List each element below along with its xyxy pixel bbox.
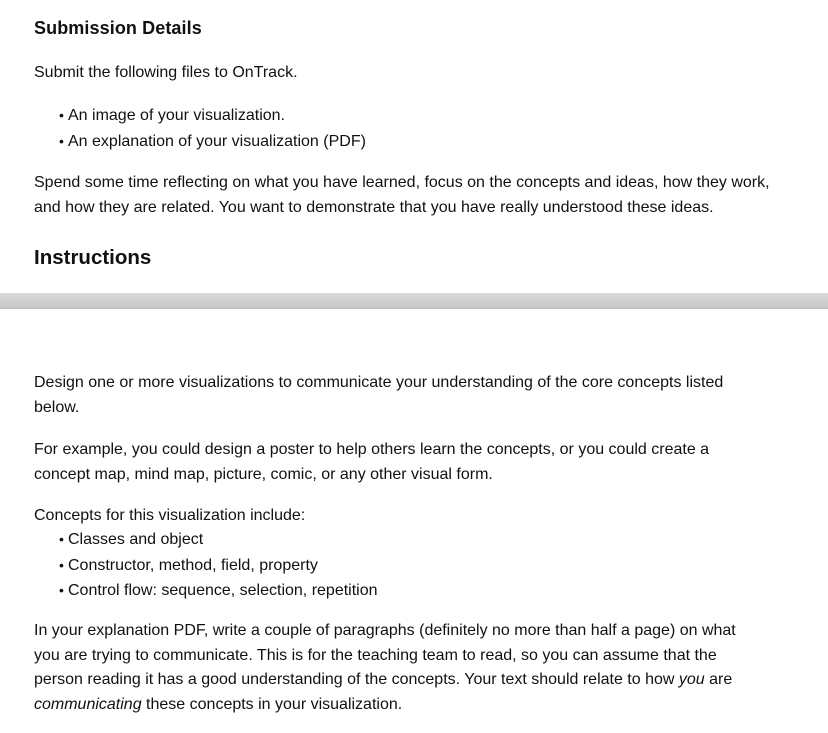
list-item: • Classes and object — [59, 527, 378, 553]
bullet-icon: • — [59, 556, 64, 573]
page-bottom — [0, 309, 828, 733]
submission-intro: Submit the following files to OnTrack. — [34, 64, 298, 81]
bullet-icon: • — [59, 107, 64, 123]
instructions-heading: Instructions — [34, 246, 152, 269]
list-item: • Control flow: sequence, selection, repetition — [59, 578, 378, 604]
reflection-paragraph: Spend some time reflecting on what you have learned, focus on the concepts and ideas, how they work, and how they are related. You want to demonstrate that you have really understood these ideas. — [34, 174, 770, 216]
bullet-icon: • — [59, 582, 64, 598]
page-break-divider — [0, 293, 828, 309]
submission-details-heading: Submission Details — [34, 18, 202, 38]
design-paragraph: Design one or more visualizations to communicate your understanding of the core concepts listed below. — [34, 374, 724, 416]
bullet-icon: • — [59, 531, 64, 547]
concept-list — [59, 527, 378, 604]
bullet-icon: • — [59, 132, 64, 149]
list-item: • An image of your visualization. — [59, 103, 366, 129]
page-top — [0, 0, 828, 293]
list-item: • An explanation of your visualization (PDF) — [59, 129, 366, 155]
concepts-intro: Concepts for this visualization include: — [34, 507, 306, 524]
explanation-paragraph: In your explanation PDF, write a couple of paragraphs (definitely no more than half a page) on what you are trying to communicate. This is for the teaching team to read, so you can assume that the person reading it has a good understanding of the concepts. Your text should relate to how you are communicating these concepts in your visualization. — [34, 622, 736, 713]
example-paragraph: For example, you could design a poster to help others learn the concepts, or you could create a concept map, mind map, picture, comic, or any other visual form. — [34, 441, 710, 483]
list-item: • Constructor, method, field, property — [59, 553, 378, 579]
file-list — [59, 103, 366, 154]
